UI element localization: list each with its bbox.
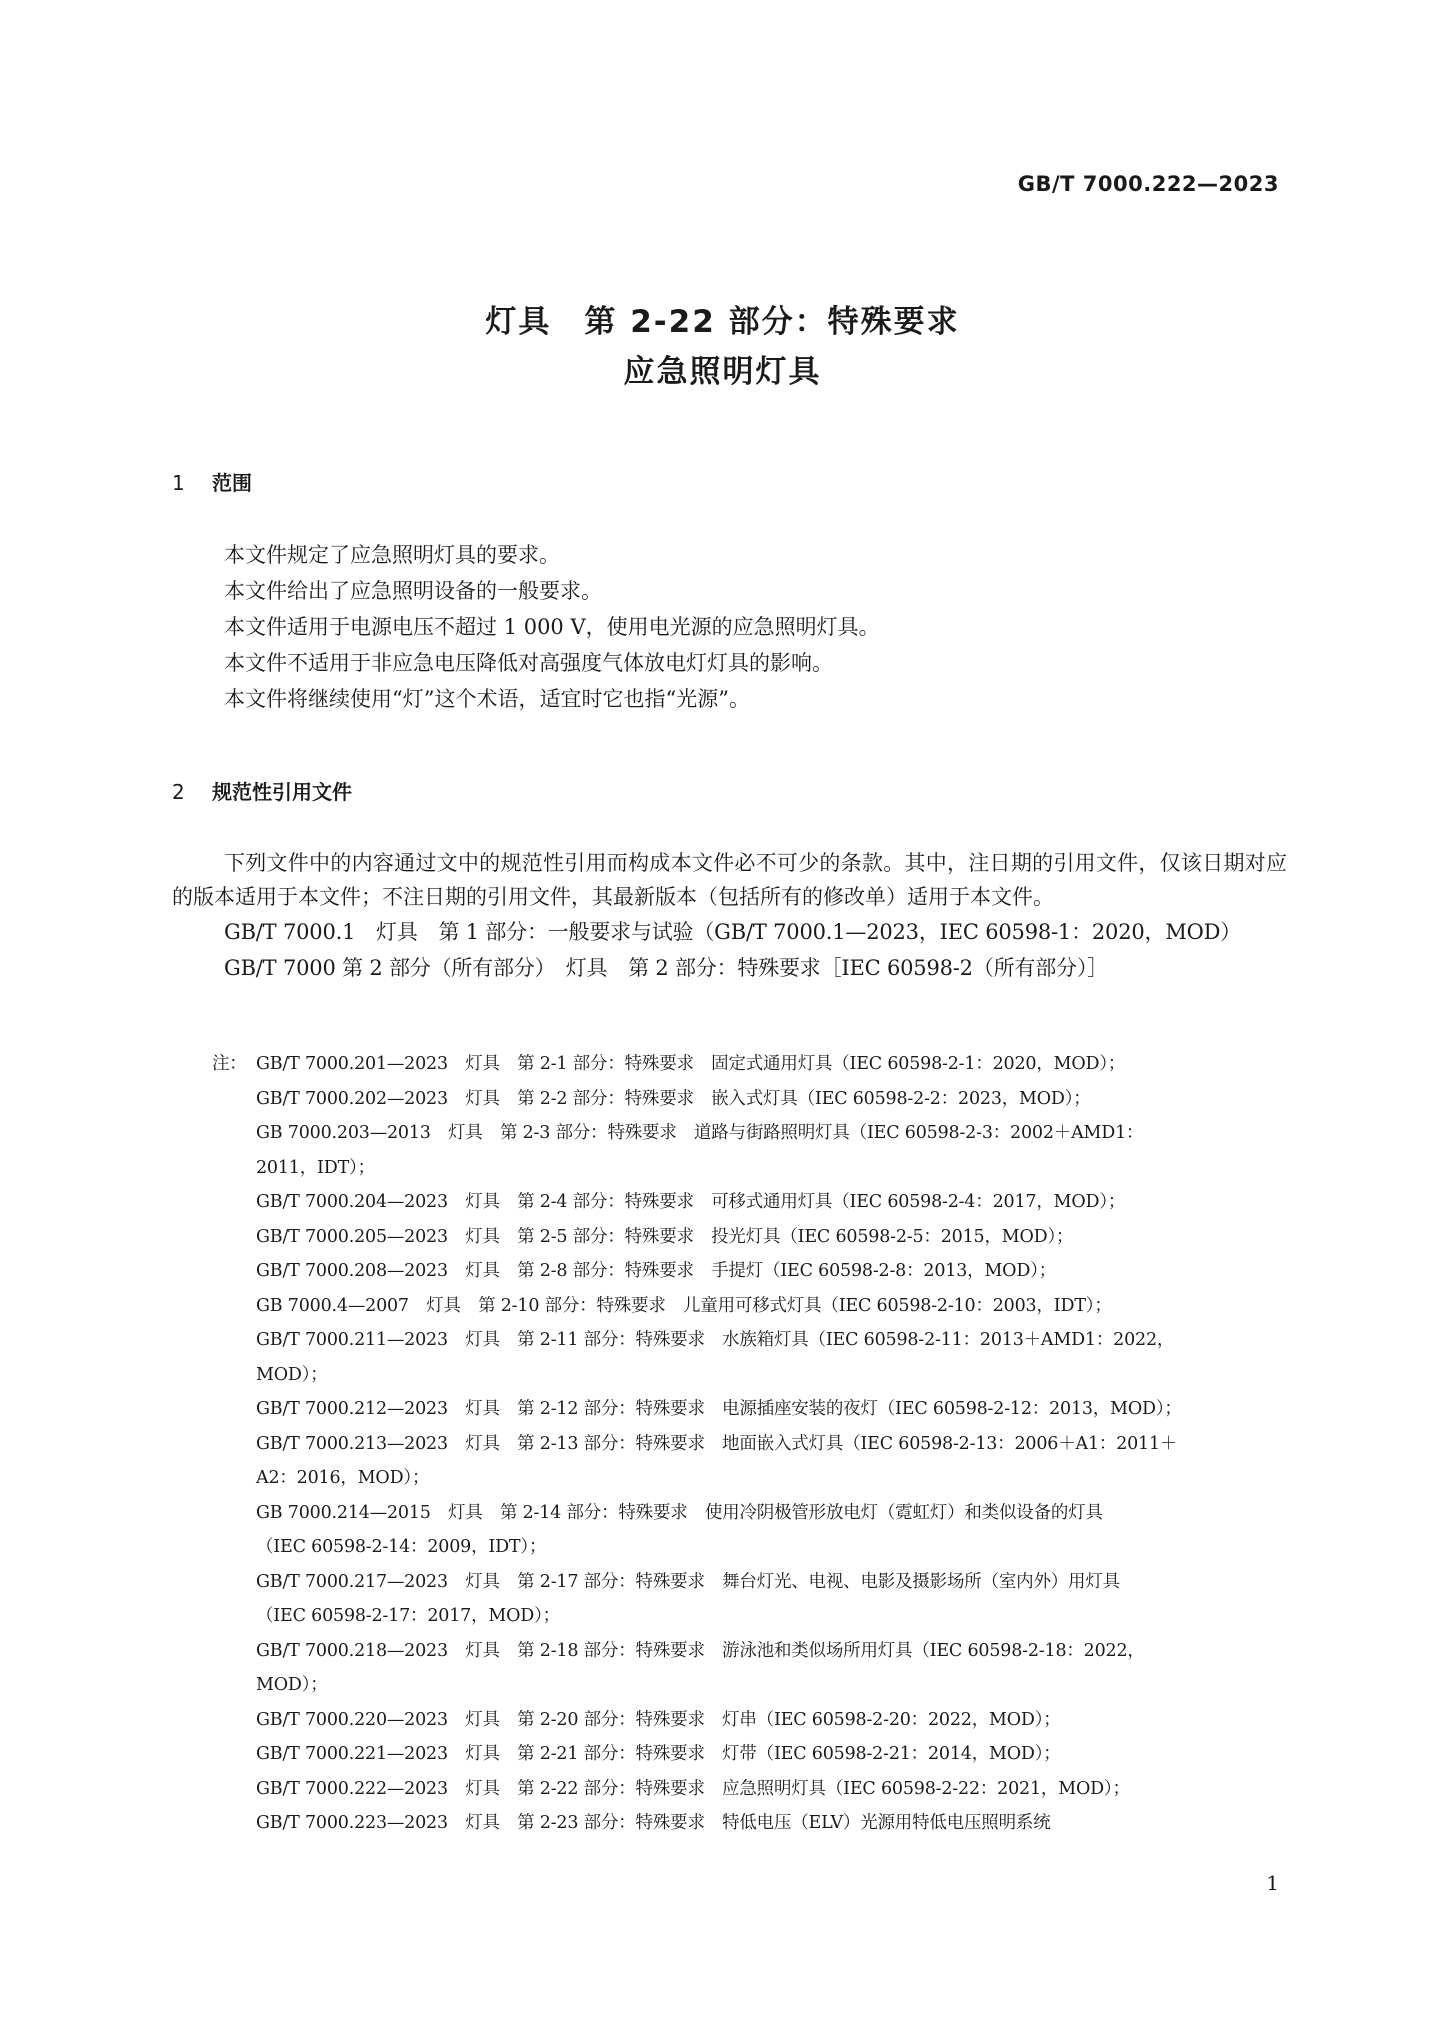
note-line: GB/T 7000.220—2023 灯具 第 2-20 部分：特殊要求 灯串（IEC 60598-2-20：2022，MOD）；	[256, 1709, 1061, 1730]
paragraph: 本文件将继续使用“灯”这个术语，适宜时它也指“光源”。	[224, 687, 750, 711]
note-line: GB/T 7000.223—2023 灯具 第 2-23 部分：特殊要求 特低电压（ELV）光源用特低电压照明系统	[256, 1813, 1051, 1833]
section-1-body	[172, 537, 1287, 717]
note-line: GB/T 7000.202—2023 灯具 第 2-2 部分：特殊要求 嵌入式灯具（IEC 60598-2-2：2023，MOD）；	[256, 1088, 1091, 1109]
note-line: GB/T 7000.204—2023 灯具 第 2-4 部分：特殊要求 可移式通用灯具（IEC 60598-2-4：2017，MOD）；	[256, 1192, 1126, 1212]
document-title-line1: 灯具 第 2-22 部分：特殊要求	[485, 304, 960, 340]
note-line: 2011，IDT）；	[256, 1157, 375, 1178]
section-number: 2	[172, 780, 185, 804]
note-line: GB/T 7000.205—2023 灯具 第 2-5 部分：特殊要求 投光灯具（IEC 60598-2-5：2015，MOD）；	[256, 1226, 1074, 1247]
note-line: MOD）；	[256, 1364, 328, 1385]
note-line: GB/T 7000.213—2023 灯具 第 2-13 部分：特殊要求 地面嵌入式灯具（IEC 60598-2-13：2006＋A1：2011＋	[256, 1433, 1178, 1454]
document-code: GB/T 7000.222—2023	[1017, 172, 1279, 196]
note-text: GB/T 7000.201—2023 灯具 第 2-1 部分：特殊要求 固定式通用灯具（IEC 60598-2-1：2020，MOD）；	[256, 1054, 1126, 1074]
section-2-heading	[172, 776, 352, 805]
note-line: GB/T 7000.218—2023 灯具 第 2-18 部分：特殊要求 游泳池和类似场所用灯具（IEC 60598-2-18：2022，	[256, 1640, 1145, 1661]
note-line: GB 7000.203—2013 灯具 第 2-3 部分：特殊要求 道路与街路照明灯具（IEC 60598-2-3：2002＋AMD1：	[256, 1123, 1144, 1143]
note-line: GB/T 7000.222—2023 灯具 第 2-22 部分：特殊要求 应急照明灯具（IEC 60598-2-22：2021，MOD）；	[256, 1778, 1130, 1799]
section-number: 1	[172, 471, 185, 495]
note-line: A2：2016，MOD）；	[256, 1468, 430, 1488]
section-2-body	[172, 846, 1287, 986]
intro-paragraph: 下列文件中的内容通过文中的规范性引用而构成本文件必不可少的条款。其中，注日期的引用文件，仅该日期对应的版本适用于本文件；不注日期的引用文件，其最新版本（包括所有的修改单）适用于本文件。	[172, 851, 1287, 909]
note-line: GB/T 7000.208—2023 灯具 第 2-8 部分：特殊要求 手提灯（IEC 60598-2-8：2013，MOD）；	[256, 1261, 1057, 1281]
paragraph: 本文件规定了应急照明灯具的要求。	[224, 543, 560, 567]
paragraph: 本文件不适用于非应急电压降低对高强度气体放电灯灯具的影响。	[224, 651, 833, 675]
note-line: GB/T 7000.211—2023 灯具 第 2-11 部分：特殊要求 水族箱灯具（IEC 60598-2-11：2013＋AMD1：2022，	[256, 1330, 1175, 1350]
note-line: GB 7000.214—2015 灯具 第 2-14 部分：特殊要求 使用冷阴极管形放电灯（霓虹灯）和类似设备的灯具	[256, 1502, 1103, 1523]
reference-item: GB/T 7000 第 2 部分（所有部分） 灯具 第 2 部分：特殊要求［IEC 60598-2（所有部分）］	[224, 956, 1108, 980]
note-line: MOD）；	[256, 1675, 328, 1695]
note-line	[212, 1047, 1287, 1082]
page-number: 1	[1266, 1871, 1279, 1895]
note-line: GB/T 7000.212—2023 灯具 第 2-12 部分：特殊要求 电源插座安装的夜灯（IEC 60598-2-12：2013，MOD）；	[256, 1399, 1182, 1419]
section-title: 规范性引用文件	[212, 780, 352, 804]
note-label: 注：	[212, 1054, 247, 1074]
paragraph: 本文件给出了应急照明设备的一般要求。	[224, 579, 602, 603]
section-1-heading	[172, 467, 252, 496]
note-line: GB/T 7000.221—2023 灯具 第 2-21 部分：特殊要求 灯带（IEC 60598-2-21：2014，MOD）；	[256, 1744, 1061, 1764]
note-line: GB 7000.4—2007 灯具 第 2-10 部分：特殊要求 儿童用可移式灯具（IEC 60598-2-10：2003，IDT）；	[256, 1295, 1112, 1316]
note-line: GB/T 7000.217—2023 灯具 第 2-17 部分：特殊要求 舞台灯光、电视、电影及摄影场所（室内外）用灯具	[256, 1571, 1120, 1592]
note-line: （IEC 60598-2-17：2017，MOD）；	[256, 1606, 560, 1626]
note-block	[212, 1047, 1287, 1841]
document-title-line2: 应急照明灯具	[623, 354, 822, 390]
reference-item: GB/T 7000.1 灯具 第 1 部分：一般要求与试验（GB/T 7000.1—2023，IEC 60598-1：2020，MOD）	[224, 920, 1242, 944]
note-line: （IEC 60598-2-14：2009，IDT）；	[256, 1537, 547, 1557]
section-title: 范围	[212, 471, 252, 495]
paragraph: 本文件适用于电源电压不超过 1 000 V，使用电光源的应急照明灯具。	[224, 615, 880, 639]
